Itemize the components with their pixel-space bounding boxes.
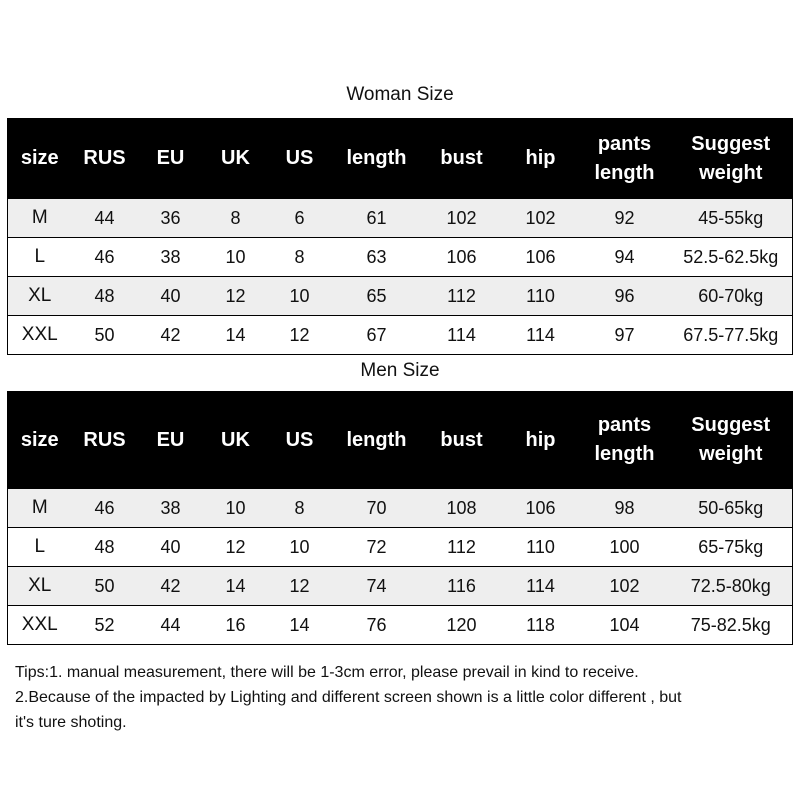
table-cell: L (8, 528, 72, 567)
table-cell: XL (8, 567, 72, 606)
table-cell: M (8, 199, 72, 238)
table-cell: 100 (580, 528, 670, 567)
table-cell: 38 (138, 489, 204, 528)
table-cell: 94 (580, 238, 670, 277)
table-cell: 42 (138, 567, 204, 606)
table-cell: 8 (204, 199, 268, 238)
table-cell: 92 (580, 199, 670, 238)
header-size: size (20, 147, 59, 169)
table-cell: 65-75kg (670, 528, 793, 567)
table-cell: 60-70kg (670, 277, 793, 316)
header-length: length (346, 428, 407, 451)
woman-size-title: Woman Size (346, 84, 454, 105)
table-cell: 76 (332, 606, 422, 645)
table-row (8, 238, 793, 277)
table-cell: 16 (204, 606, 268, 645)
table-cell: 110 (502, 528, 580, 567)
header-rus: RUS (83, 147, 126, 169)
table-cell: 120 (422, 606, 502, 645)
table-cell: 42 (138, 316, 204, 355)
header-eu: EU (156, 147, 185, 169)
table-cell: 10 (268, 528, 332, 567)
table-cell: 112 (422, 528, 502, 567)
header-hip: hip (525, 428, 556, 451)
table-cell: XL (8, 277, 72, 316)
header-uk: UK (221, 428, 250, 451)
header-pants-length: pants length (594, 414, 655, 465)
header-suggest-weight: Suggest weight (691, 132, 771, 184)
table-cell: 46 (72, 238, 138, 277)
table-cell: 110 (502, 277, 580, 316)
table-cell: 114 (502, 567, 580, 606)
table-cell: XXL (8, 606, 72, 645)
table-cell: 10 (268, 277, 332, 316)
header-rus: RUS (83, 428, 126, 451)
table-cell: 98 (580, 489, 670, 528)
table-cell: 44 (138, 606, 204, 645)
table-cell: 114 (502, 316, 580, 355)
table-cell: 44 (72, 199, 138, 238)
table-cell: 50 (72, 316, 138, 355)
table-cell: 67 (332, 316, 422, 355)
table-cell: 112 (422, 277, 502, 316)
table-cell: 12 (204, 277, 268, 316)
table-cell: 106 (422, 238, 502, 277)
woman-size-table (7, 118, 793, 355)
table-row (8, 567, 793, 606)
men-size-table (7, 391, 793, 645)
table-cell: 46 (72, 489, 138, 528)
table-row (8, 528, 793, 567)
table-cell: 106 (502, 238, 580, 277)
table-cell: 36 (138, 199, 204, 238)
header-length: length (346, 147, 407, 169)
table-cell: L (8, 238, 72, 277)
table-cell: 70 (332, 489, 422, 528)
table-cell: 118 (502, 606, 580, 645)
table-cell: 104 (580, 606, 670, 645)
table-cell: 50-65kg (670, 489, 793, 528)
tips-line-2: 2.Because of the impacted by Lighting and different screen shown is a little color different , but (15, 689, 682, 706)
header-bust: bust (440, 147, 483, 169)
header-bust: bust (440, 428, 483, 451)
table-cell: 116 (422, 567, 502, 606)
table-cell: 38 (138, 238, 204, 277)
table-cell: 102 (422, 199, 502, 238)
table-cell: 72 (332, 528, 422, 567)
table-cell: 61 (332, 199, 422, 238)
table-cell: XXL (8, 316, 72, 355)
tips-line-3: it's ture shoting. (15, 714, 127, 731)
table-cell: 45-55kg (670, 199, 793, 238)
table-cell: 14 (204, 567, 268, 606)
tips-line-1: Tips:1. manual measurement, there will be 1-3cm error, please prevail in kind to receive. (15, 664, 639, 681)
table-cell: 10 (204, 238, 268, 277)
table-cell: 8 (268, 489, 332, 528)
table-cell: 14 (268, 606, 332, 645)
header-suggest-weight: Suggest weight (691, 414, 771, 465)
table-cell: 48 (72, 528, 138, 567)
table-cell: 67.5-77.5kg (670, 316, 793, 355)
men-size-title: Men Size (360, 360, 440, 381)
table-cell: 102 (580, 567, 670, 606)
table-header-row (8, 392, 793, 489)
header-hip: hip (525, 147, 556, 169)
table-cell: 12 (204, 528, 268, 567)
header-us: US (285, 428, 314, 451)
table-cell: 52.5-62.5kg (670, 238, 793, 277)
table-cell: 102 (502, 199, 580, 238)
table-row (8, 199, 793, 238)
table-cell: 40 (138, 528, 204, 567)
table-cell: 97 (580, 316, 670, 355)
table-cell: 48 (72, 277, 138, 316)
table-cell: 72.5-80kg (670, 567, 793, 606)
table-cell: 74 (332, 567, 422, 606)
table-cell: 8 (268, 238, 332, 277)
header-eu: EU (156, 428, 185, 451)
table-cell: 63 (332, 238, 422, 277)
table-row (8, 489, 793, 528)
table-cell: 96 (580, 277, 670, 316)
table-cell: 75-82.5kg (670, 606, 793, 645)
table-cell: 40 (138, 277, 204, 316)
table-cell: 114 (422, 316, 502, 355)
tips-note (15, 660, 785, 735)
table-row (8, 606, 793, 645)
header-uk: UK (221, 147, 250, 169)
header-us: US (285, 147, 314, 169)
table-cell: 52 (72, 606, 138, 645)
table-cell: 6 (268, 199, 332, 238)
header-pants-length: pants length (594, 132, 655, 184)
table-cell: 50 (72, 567, 138, 606)
table-header-row (8, 119, 793, 199)
table-cell: 12 (268, 567, 332, 606)
header-size: size (20, 428, 59, 451)
table-cell: 65 (332, 277, 422, 316)
table-row (8, 277, 793, 316)
table-cell: 14 (204, 316, 268, 355)
table-cell: 106 (502, 489, 580, 528)
table-cell: 12 (268, 316, 332, 355)
table-cell: M (8, 489, 72, 528)
table-cell: 10 (204, 489, 268, 528)
table-cell: 108 (422, 489, 502, 528)
table-row (8, 316, 793, 355)
